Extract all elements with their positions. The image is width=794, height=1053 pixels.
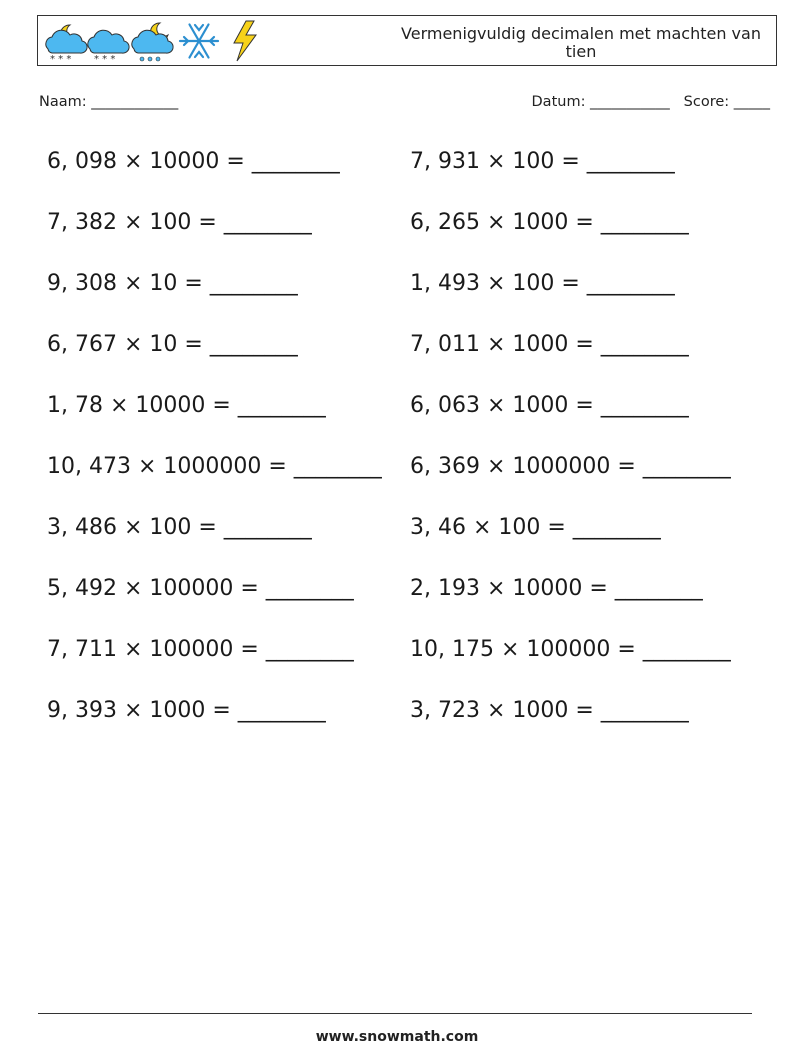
problem-item: 6, 767 × 10 = ________ xyxy=(47,332,298,357)
worksheet-header xyxy=(37,15,777,66)
problem-row xyxy=(47,689,767,750)
problem-item: 1, 78 × 10000 = ________ xyxy=(47,393,326,418)
problem-row xyxy=(47,384,767,445)
svg-text:* * *: * * * xyxy=(50,54,72,63)
cloud-moon-rain-icon xyxy=(132,23,173,61)
footer-site: www.snowmath.com xyxy=(315,1029,479,1045)
problem-row xyxy=(47,201,767,262)
cloud-snow-icon xyxy=(88,30,129,63)
weather-icons xyxy=(42,19,262,63)
problem-list xyxy=(47,140,767,750)
problem-row xyxy=(47,323,767,384)
problem-item: 7, 011 × 1000 = ________ xyxy=(410,332,689,357)
problem-row xyxy=(47,567,767,628)
problem-item: 7, 382 × 100 = ________ xyxy=(47,210,312,235)
problem-item: 6, 369 × 1000000 = ________ xyxy=(410,454,731,479)
problem-item: 3, 46 × 100 = ________ xyxy=(410,515,661,540)
problem-row xyxy=(47,506,767,567)
problem-item: 6, 265 × 1000 = ________ xyxy=(410,210,689,235)
date-score-fields xyxy=(532,94,770,110)
problem-item: 9, 393 × 1000 = ________ xyxy=(47,698,326,723)
svg-text:* * *: * * * xyxy=(94,54,116,63)
problem-item: 10, 473 × 1000000 = ________ xyxy=(47,454,382,479)
problem-item: 2, 193 × 10000 = ________ xyxy=(410,576,703,601)
snowflake-icon xyxy=(180,25,218,58)
problem-item: 3, 486 × 100 = ________ xyxy=(47,515,312,540)
cloud-moon-snow-icon xyxy=(46,25,87,63)
problem-item: 6, 098 × 10000 = ________ xyxy=(47,149,340,174)
problem-item: 7, 931 × 100 = ________ xyxy=(410,149,675,174)
problem-row xyxy=(47,262,767,323)
name-field: Naam: ____________ xyxy=(39,94,179,110)
problem-item: 6, 063 × 1000 = ________ xyxy=(410,393,689,418)
problem-item: 5, 492 × 100000 = ________ xyxy=(47,576,354,601)
problem-item: 3, 723 × 1000 = ________ xyxy=(410,698,689,723)
score-field: Score: _____ xyxy=(683,94,770,110)
problem-item: 1, 493 × 100 = ________ xyxy=(410,271,675,296)
problem-row xyxy=(47,140,767,201)
problem-row xyxy=(47,445,767,506)
lightning-icon xyxy=(234,21,256,61)
footer-divider xyxy=(38,1013,752,1014)
problem-item: 10, 175 × 100000 = ________ xyxy=(410,637,731,662)
problem-item: 7, 711 × 100000 = ________ xyxy=(47,637,354,662)
worksheet-title: Vermenigvuldig decimalen met machten van tien xyxy=(401,24,761,61)
problem-item: 9, 308 × 10 = ________ xyxy=(47,271,298,296)
date-field: Datum: ___________ xyxy=(531,94,670,110)
problem-row xyxy=(47,628,767,689)
